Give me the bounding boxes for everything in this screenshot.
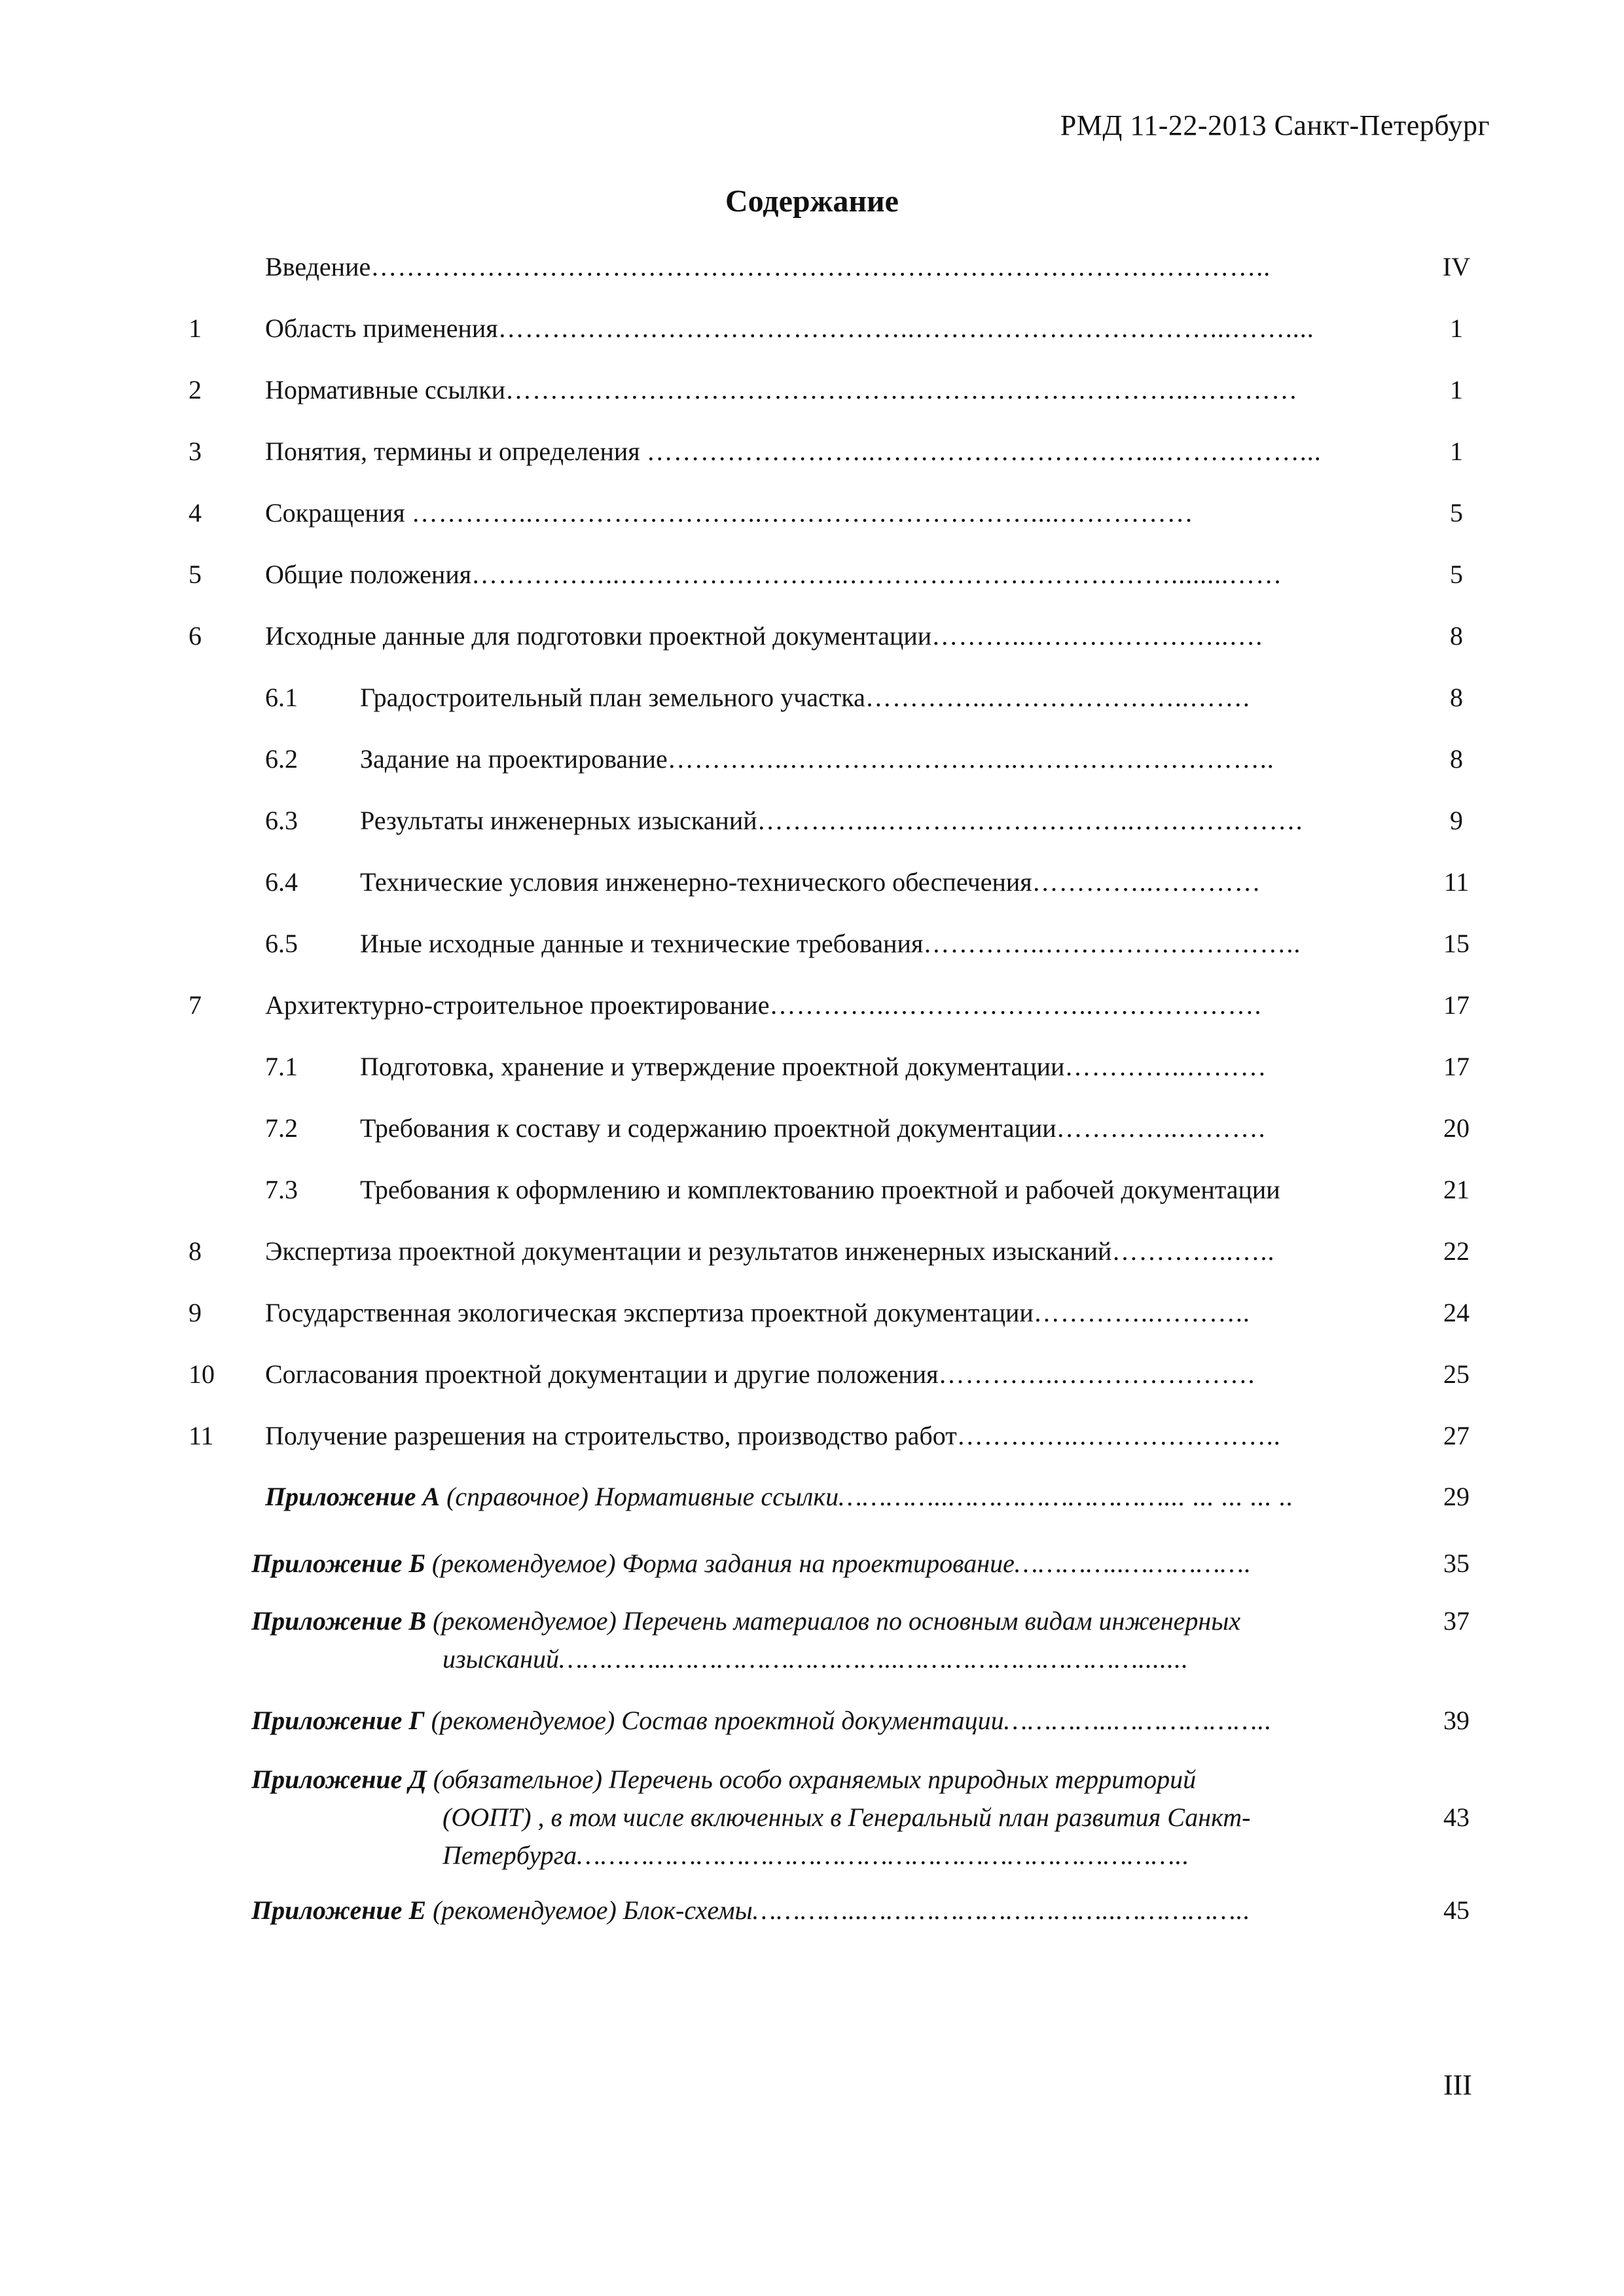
toc-appendix-g[interactable]	[0, 1702, 1624, 1741]
toc-appendix-title-cont: изысканий…………..………………………..………………………….......	[442, 1644, 1189, 1674]
toc-entry[interactable]	[0, 1416, 1624, 1456]
toc-appendix-d[interactable]	[0, 1761, 1624, 1878]
toc-entry-number: 5	[189, 560, 202, 589]
toc-subentry-title: Подготовка, хранение и утверждение проектной документации…………..………	[360, 1052, 1267, 1081]
toc-appendix-a[interactable]	[0, 1478, 1624, 1517]
toc-subentry[interactable]	[0, 863, 1624, 902]
toc-entry-title: Получение разрешения на строительство, производство работ…………..…………………..	[265, 1421, 1281, 1450]
toc-entry-title: Область применения………………………………………..……………………………...……....	[265, 314, 1314, 343]
toc-appendix-page: 37	[1443, 1606, 1470, 1636]
toc-entry[interactable]	[0, 1293, 1624, 1333]
toc-subentry-title: Иные исходные данные и технические требования…………..………………………..	[360, 929, 1301, 958]
toc-entry[interactable]	[0, 555, 1624, 594]
toc-appendix-page: 39	[1443, 1706, 1470, 1735]
toc-subentry-title: Задание на проектирование…………..……………………..………………………..	[360, 744, 1274, 774]
toc-entry-number: 4	[189, 498, 202, 528]
toc-subentry-page: 17	[1443, 1052, 1470, 1081]
toc-appendix-title: Приложение А (справочное) Нормативные ссылки…………..………………………... ... ... ... ..	[265, 1482, 1294, 1511]
toc-appendix-e[interactable]	[0, 1892, 1624, 1931]
toc-subentry-number: 6.1	[265, 683, 298, 712]
toc-subentry-number: 6.4	[265, 867, 298, 897]
toc-entry[interactable]	[0, 247, 1624, 287]
toc-entry-title: Нормативные ссылки…………………………………………………………………..…………	[265, 375, 1299, 404]
toc-subentry-page: 9	[1450, 806, 1463, 835]
toc-entry-title: Общие положения……………..……………………..………………………………........……	[265, 560, 1283, 589]
toc-subentry-page: 20	[1443, 1113, 1470, 1143]
toc-subentry-page: 15	[1443, 929, 1470, 958]
toc-subentry-title: Результаты инженерных изысканий…………..………………………..……………….	[360, 806, 1303, 835]
toc-entry-number: 1	[189, 314, 202, 343]
toc-subentry-title: Технические условия инженерно-технического обеспечения…………..…………	[360, 867, 1261, 897]
toc-entry-page: 27	[1443, 1421, 1470, 1450]
page-number: III	[1443, 2069, 1472, 2101]
toc-subentry-number: 6.3	[265, 806, 298, 835]
toc-appendix-page: 45	[1443, 1895, 1470, 1925]
toc-appendix-page: 35	[1443, 1549, 1470, 1578]
toc-subentry-number: 7.3	[265, 1175, 298, 1204]
toc-entry-number: 8	[189, 1236, 202, 1266]
toc-entry-page: 5	[1450, 560, 1463, 589]
toc-entry-page: 1	[1450, 375, 1463, 404]
toc-appendix-title-cont: (ООПТ) , в том числе включенных в Генеральный план развития Санкт-	[442, 1803, 1251, 1832]
toc-subentry-number: 6.5	[265, 929, 298, 958]
toc-entry-number: 11	[189, 1421, 214, 1450]
toc-subentry[interactable]	[0, 1109, 1624, 1148]
toc-subentry-page: 8	[1450, 744, 1463, 774]
toc-entry-number: 6	[189, 621, 202, 651]
toc-entry[interactable]	[0, 1232, 1624, 1271]
toc-entry-title: Экспертиза проектной документации и результатов инженерных изысканий…………..…..	[265, 1236, 1275, 1266]
toc-entry[interactable]	[0, 370, 1624, 410]
toc-subentry-title: Требования к составу и содержанию проектной документации…………..……….	[360, 1113, 1266, 1143]
toc-entry[interactable]	[0, 1355, 1624, 1394]
toc-entry-title: Государственная экологическая экспертиза проектной документации…………..………..	[265, 1298, 1250, 1327]
toc-entry[interactable]	[0, 617, 1624, 656]
toc-appendix-title-cont: Петербурга…………………………………………………………………..	[442, 1840, 1190, 1870]
toc-entry[interactable]	[0, 432, 1624, 471]
toc-subentry-page: 11	[1443, 867, 1470, 897]
toc-subentry[interactable]	[0, 1047, 1624, 1086]
toc-entry-number: 3	[189, 437, 202, 466]
toc-subentry-number: 7.2	[265, 1113, 298, 1143]
toc-subentry-number: 7.1	[265, 1052, 298, 1081]
toc-entry[interactable]	[0, 986, 1624, 1025]
toc-subentry[interactable]	[0, 1170, 1624, 1210]
toc-appendix-v[interactable]	[0, 1602, 1624, 1681]
toc-entry-title: Понятия, термины и определения ……………………..…………………………...……………...	[265, 437, 1322, 466]
toc-entry-number: 9	[189, 1298, 202, 1327]
toc-appendix-title: Приложение Б (рекомендуемое) Форма задания на проектирование…………..…………….	[251, 1549, 1252, 1578]
toc-entry-page: 5	[1450, 498, 1463, 528]
toc-entry-page: 1	[1450, 314, 1463, 343]
toc-entry-title: Согласования проектной документации и другие положения…………..………………….	[265, 1359, 1255, 1389]
toc-subentry[interactable]	[0, 678, 1624, 717]
toc-appendix-title: Приложение Е (рекомендуемое) Блок-схемы…………..…………………………..……………..	[251, 1895, 1251, 1925]
toc-entry-title: Сокращения …………..……………………..…………………………....……………	[265, 498, 1194, 528]
toc-entry[interactable]	[0, 493, 1624, 533]
toc-entry-number: 2	[189, 375, 202, 404]
toc-appendix-title: Приложение Д (обязательное) Перечень особо охраняемых природных территорий	[251, 1765, 1197, 1794]
toc-entry[interactable]	[0, 309, 1624, 348]
toc-entry-title: Исходные данные для подготовки проектной документации………..…………………..….	[265, 621, 1263, 651]
toc-entry-page: 17	[1443, 990, 1470, 1020]
toc-entry-title: Архитектурно-строительное проектирование…………..…………………..……………….	[265, 990, 1262, 1020]
toc-entry-page: 22	[1443, 1236, 1470, 1266]
toc-subentry-title: Требования к оформлению и комплектованию проектной и рабочей документации	[360, 1175, 1280, 1204]
toc-appendix-page: 43	[1443, 1803, 1470, 1832]
page-title: Содержание	[725, 184, 899, 219]
toc-subentry[interactable]	[0, 801, 1624, 840]
toc-appendix-title: Приложение Г (рекомендуемое) Состав проектной документации…………..………………..	[251, 1706, 1272, 1735]
toc-appendix-title: Приложение В (рекомендуемое) Перечень материалов по основным видам инженерных	[251, 1606, 1241, 1636]
toc-appendix-b[interactable]	[0, 1545, 1624, 1584]
toc-subentry-page: 8	[1450, 683, 1463, 712]
toc-entry-page: 1	[1450, 437, 1463, 466]
toc-entry-page: 8	[1450, 621, 1463, 651]
toc-entry-page: IV	[1442, 252, 1471, 281]
toc-subentry-page: 21	[1443, 1175, 1470, 1204]
toc-entry-title: Введение………………………………………………………………………………………..	[265, 252, 1271, 281]
toc-entry-number: 10	[189, 1359, 215, 1389]
toc-subentry-number: 6.2	[265, 744, 298, 774]
toc-subentry[interactable]	[0, 740, 1624, 779]
toc-subentry[interactable]	[0, 924, 1624, 963]
toc-entry-number: 7	[189, 990, 202, 1020]
toc-appendix-page: 29	[1443, 1482, 1470, 1511]
document-header: РМД 11-22-2013 Санкт-Петербург	[1060, 109, 1490, 141]
toc-subentry-title: Градостроительный план земельного участка…………..…………………..…….	[360, 683, 1250, 712]
toc-entry-page: 25	[1443, 1359, 1470, 1389]
toc-entry-page: 24	[1443, 1298, 1470, 1327]
